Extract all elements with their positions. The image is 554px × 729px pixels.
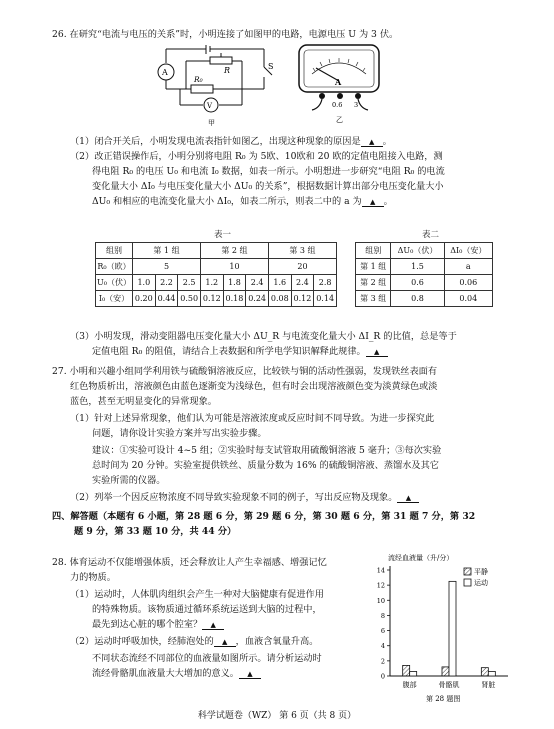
table-row: U₀（伏） 1.0 2.2 2.5 1.2 1.8 2.4 1.6 2.4 2.8 [96,275,337,291]
circuit-diagram-jia [146,45,282,127]
q28: 28. 体育运动不仅能增强体质，还会释放让人产生幸福感、增强记忆 力的物质。 （1）运动时，人体肌肉组织会产生一种对大脑健康有促进作用 的特殊物质。该物质通过循环系统运送到大脑的过程中， 最先到达心脏的哪个腔室？ ▲ （2）运动时呼吸加快，经肺泡处的 ▲ ，血液含氧量升高。 不同状态流经不同部位的血液量如图所示。请分析运动时 流经骨骼肌血液量大大增加的意义。 ▲ [52,557,327,679]
table-row: R₀（欧） 5 10 20 [96,259,337,275]
legend-swatch [464,568,471,575]
y-tick-label: 0 [380,672,385,681]
legend-label: 平静 [474,568,488,576]
table-row: 组别 第 1 组 第 2 组 第 3 组 [96,243,337,259]
y-tick-label: 10 [376,596,385,605]
table2 [355,242,493,307]
terminal-3: 3 [354,101,359,109]
table-row: 第 2 组 0.6 0.06 [356,275,493,291]
dial-a-label: A [335,77,342,87]
y-tick-label: 6 [380,627,385,636]
x-category-label: 腹部 [402,681,417,689]
switch-label: S [268,62,274,71]
page-footer: 科学试题卷（WZ） 第 6 页（共 8 页） [197,711,357,721]
table-row: 组别 ΔU₀（伏） ΔI₀（安） [356,243,493,259]
x-category-label: 骨骼肌 [438,681,460,689]
table-row: I₀（安） 0.20 0.44 0.50 0.12 0.18 0.24 0.08 0.12 0.14 [96,291,337,307]
q26-p2: （2）改正错误操作后，小明分别将电阻 R₀ 为 5欧、10欧和 20 欧的定值电阻接入电路，测 得电阻 R₀ 的电压 U₀ 和电流 I₀ 数据，如表一所示。小明想进一步研究“电阻 R₀ 的电流 变化量大小 ΔI₀ 与电压变化量大小 ΔU₀ 的关系”，根据数据计算出部分电压变化量大小 ΔU₀ 和相应的电流变化量大小 ΔI₀，如表二所示，则表二中的 a 为 ▲ 。 [70,151,445,207]
bar-平静 [442,667,449,676]
fig-yi-caption: 乙 [336,116,343,124]
ammeter-label: A [162,68,168,77]
r0-label: R₀ [194,75,203,84]
chart-caption: 第 28 题图 [426,695,461,703]
y-axis-label: 流经血液量（升/分） [388,554,454,562]
fig-jia-caption: 甲 [208,119,215,127]
q27: 27. 小明和兴趣小组同学利用铁与硫酸铜溶液反应，比较铁与铜的活动性强弱，发现铁丝表面有 红色物质析出，溶液颜色由蓝色逐渐变为浅绿色，但有时会出现溶液颜色变为淡黄绿色或淡 蓝色，甚至无明显变化的异常现象。 （1）针对上述异常现象，他们认为可能是溶液浓度或反应时间不同导致。为进一步探究此 问题，请你设计实验方案并写出实验步骤。 建议：①实验可设计 4~5 组；②实验时每支试管取用硫酸铜溶液 5 毫升；③每次实验 总时间为 20 分钟。实验室提供铁丝、质量分数为 16% 的硫酸铜溶液、蒸馏水及其它 实验所需的仪器。 （2）列举一个因反应物浓度不同导致实验现象不同的例子，写出反应物及现象。 ▲ [52,366,442,503]
y-tick-label: 4 [380,642,385,651]
table-row: 第 3 组 0.8 0.04 [356,291,493,307]
terminal-06: 0.6 [332,101,343,109]
q26-p1: （1）闭合开关后，小明发现电流表指针如图乙，出现这种现象的原因是 ▲ 。 [70,136,392,147]
bar-运动 [410,671,417,676]
answer-blank: ▲ [361,138,383,147]
table1 [95,242,337,307]
section-4-heading: 四、解答题（本题有 6 小题，第 28 题 6 分，第 29 题 6 分，第 30 题 6 分，第 31 题 7 分，第 32 题 9 分，第 33 题 10 分，共 44 分） [52,511,476,537]
rheostat-label: R [224,66,231,75]
q26-intro: 26. 在研究“电流与电压的关系”时，小明连接了如图甲的电路，电源电压 U 为 3 伏。 [52,29,399,40]
x-category-label: 肾脏 [481,681,496,689]
y-tick-label: 2 [380,657,385,666]
table1-title: 表一 [214,230,232,240]
table-row: 第 1 组 1.5 a [356,259,493,275]
y-tick-label: 12 [376,581,385,590]
ammeter-dial-yi [298,44,380,126]
bar-平静 [481,668,488,676]
bar-运动 [488,671,495,676]
table2-title: 表二 [422,230,440,240]
q26-p3: （3）小明发现，滑动变阻器电压变化量大小 ΔU_R 与电流变化量大小 ΔI_R 的比值，总是等于 定值电阻 R₀ 的阻值，请结合上表数据和所学电学知识解释此规律。 ▲ [70,331,457,357]
bar-平静 [403,665,410,676]
blood-flow-chart [368,548,518,704]
legend-label: 运动 [474,579,488,587]
bar-运动 [449,581,456,676]
y-tick-label: 8 [380,611,385,620]
y-tick-label: 14 [376,566,385,575]
legend-swatch [464,579,471,586]
voltmeter-label: V [207,102,213,110]
